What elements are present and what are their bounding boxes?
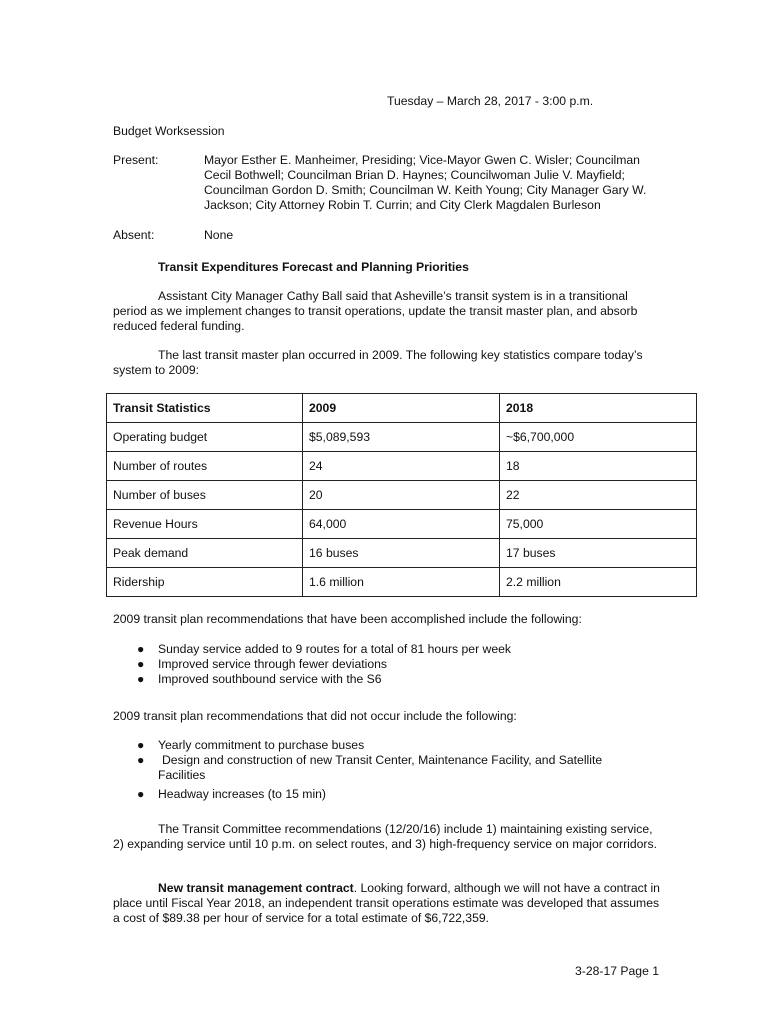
table-row	[107, 510, 697, 539]
list-item	[113, 642, 673, 657]
table-cell: 75,000	[500, 510, 697, 539]
table-header-cell: Transit Statistics	[107, 394, 303, 423]
transit-statistics-table	[106, 393, 697, 597]
table-cell: 2.2 million	[500, 568, 697, 597]
list-item	[113, 787, 673, 802]
list-item-text: Yearly commitment to purchase buses	[158, 738, 365, 752]
table-cell: Ridership	[107, 568, 303, 597]
list-item	[113, 672, 673, 687]
table-row	[107, 452, 697, 481]
table-header-cell: 2009	[303, 394, 500, 423]
present-attendees: Mayor Esther E. Manheimer, Presiding; Vice-Mayor Gwen C. Wisler; Councilman Cecil Bothwell; Councilman Brian D. Haynes; Councilwoman Julie V. Mayfield; Councilman Gordon D. Smith; Councilman W. Keith Young; City Manager Gary W. Jackson; City Attorney Robin T. Currin; and City Clerk Magdalen Burleson	[204, 153, 647, 212]
bullet-icon: ●	[137, 738, 145, 752]
list-item-text: Sunday service added to 9 routes for a total of 81 hours per week	[158, 642, 511, 656]
table-row	[107, 481, 697, 510]
table-cell: ~$6,700,000	[500, 423, 697, 452]
present-label: Present:	[113, 153, 159, 167]
bullet-icon: ●	[137, 753, 145, 767]
table-cell: 16 buses	[303, 539, 500, 568]
table-cell: 24	[303, 452, 500, 481]
table-cell: 18	[500, 452, 697, 481]
list-item-text: Improved service through fewer deviations	[158, 657, 387, 671]
list-item	[113, 753, 673, 783]
table-cell: 22	[500, 481, 697, 510]
table-header-row	[107, 394, 697, 423]
absent-label: Absent:	[113, 228, 155, 242]
meeting-date-line: Tuesday – March 28, 2017 - 3:00 p.m.	[387, 94, 594, 108]
table-row	[107, 568, 697, 597]
table-cell: 20	[303, 481, 500, 510]
committee-recommendations-paragraph: The Transit Committee recommendations (12/20/16) include 1) maintaining existing service, 2) expanding service until 10 p.m. on select routes, and 3) high-frequency service on major corridors.	[113, 822, 657, 851]
bullet-icon: ●	[137, 642, 145, 656]
bullet-icon: ●	[137, 657, 145, 671]
management-contract-heading: New transit management contract	[158, 881, 354, 895]
table-cell: 64,000	[303, 510, 500, 539]
table-cell: Number of buses	[107, 481, 303, 510]
table-header-cell: 2018	[500, 394, 697, 423]
table-cell: 17 buses	[500, 539, 697, 568]
list-item	[113, 738, 673, 753]
statistics-intro-paragraph: The last transit master plan occurred in 2009. The following key statistics compare today’s system to 2009:	[113, 348, 643, 377]
table-cell: Peak demand	[107, 539, 303, 568]
table-row	[107, 423, 697, 452]
list-item-text: Design and construction of new Transit Center, Maintenance Facility, and Satellite Facilities	[158, 753, 603, 782]
meeting-type: Budget Worksession	[113, 124, 225, 138]
table-cell: Revenue Hours	[107, 510, 303, 539]
intro-paragraph: Assistant City Manager Cathy Ball said that Asheville’s transit system is in a transitional period as we implement changes to transit operations, update the transit master plan, and absorb reduced federal funding.	[113, 289, 638, 333]
table-row	[107, 539, 697, 568]
management-contract-paragraph	[113, 881, 663, 926]
management-contract-text: . Looking forward, although we will not have a contract in place until Fiscal Year 2018, an independent transit operations estimate was developed that assumes a cost of $89.38 per hour of service for a total estimate of $6,722,359.	[113, 881, 660, 925]
section-heading: Transit Expenditures Forecast and Planning Priorities	[158, 260, 469, 274]
accomplished-list	[113, 642, 673, 687]
table-cell: 1.6 million	[303, 568, 500, 597]
absent-value: None	[204, 228, 234, 242]
table-cell: $5,089,593	[303, 423, 500, 452]
bullet-icon: ●	[137, 787, 145, 801]
table-cell: Number of routes	[107, 452, 303, 481]
list-item-text: Headway increases (to 15 min)	[158, 787, 326, 801]
not-occurred-list	[113, 738, 673, 802]
table-cell: Operating budget	[107, 423, 303, 452]
page-footer: 3-28-17 Page 1	[575, 964, 660, 978]
list-item-text: Improved southbound service with the S6	[158, 672, 382, 686]
list-item	[113, 657, 673, 672]
accomplished-intro: 2009 transit plan recommendations that have been accomplished include the following:	[113, 612, 582, 626]
bullet-icon: ●	[137, 672, 145, 686]
not-occurred-intro: 2009 transit plan recommendations that did not occur include the following:	[113, 709, 517, 723]
